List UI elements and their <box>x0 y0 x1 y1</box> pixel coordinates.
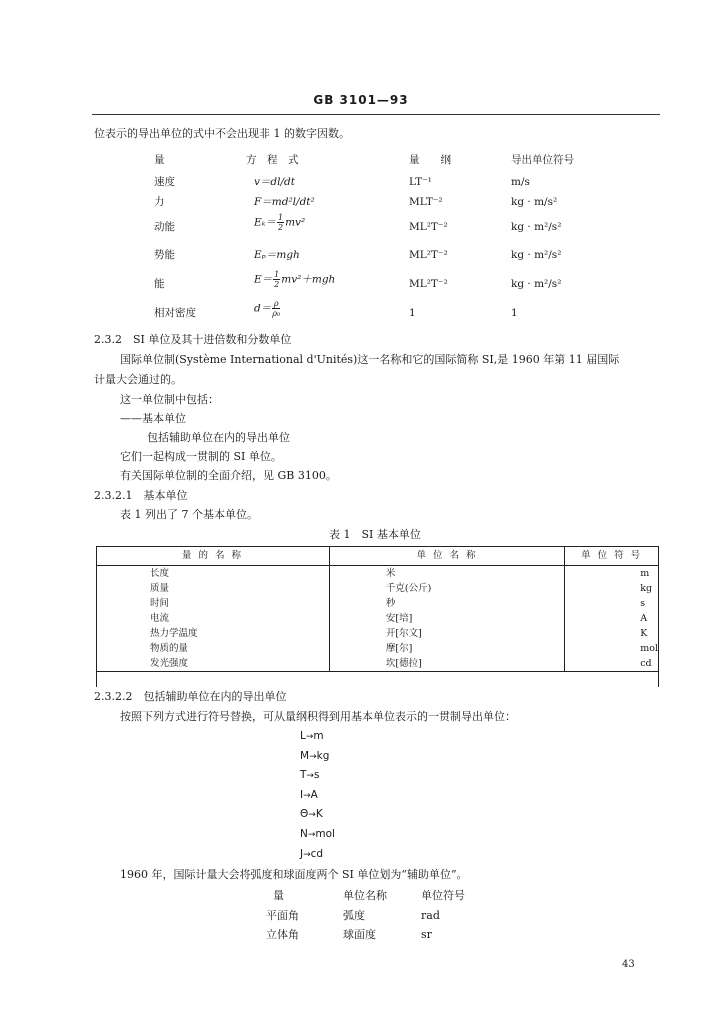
equation-lhs: E＝ <box>254 273 273 286</box>
table-cell-quantity: 时间 <box>150 597 170 609</box>
table-cell-unit-symbol: m <box>565 566 658 582</box>
formula-row-unit: kg · m²/s² <box>511 249 562 261</box>
symbol-mapping <box>300 848 323 861</box>
dimension-symbol: M <box>300 750 310 762</box>
symbol-mapping <box>300 730 324 743</box>
supp-cell-quantity: 平面角 <box>266 909 299 922</box>
formula-table-header-quantity: 量 <box>154 154 165 166</box>
arrow-right-icon: → <box>306 771 314 781</box>
dimension-symbol: L <box>300 730 306 742</box>
symbol-mapping <box>300 789 318 802</box>
formula-row-quantity: 速度 <box>154 176 175 188</box>
formula-row-unit: kg · m/s² <box>511 196 558 208</box>
dimension-symbol: Θ <box>300 808 309 820</box>
paragraph: 按照下列方式进行符号替换，可从量纲积得到用基本单位表示的一贯制导出单位： <box>120 710 516 723</box>
table-cell-unit-name: 安[培] <box>329 611 564 626</box>
supp-cell-unit-name: 球面度 <box>343 928 376 941</box>
symbol-mapping <box>300 750 329 763</box>
formula-row-unit: kg · m²/s² <box>511 221 562 233</box>
arrow-right-icon: → <box>303 791 311 801</box>
arrow-right-icon: → <box>308 810 316 820</box>
arrow-right-icon: → <box>307 830 316 840</box>
symbol-mapping <box>300 828 335 841</box>
supp-header-unit-symbol: 单位符号 <box>421 889 465 902</box>
column-header-quantity: 量 的 名 称 <box>96 547 329 566</box>
table-header-row <box>96 547 658 566</box>
arrow-right-icon: → <box>305 732 314 742</box>
supp-cell-unit-name: 弧度 <box>343 909 365 922</box>
paragraph: 这一单位制中包括： <box>120 393 219 406</box>
table-cell-unit-name: 千克(公斤) <box>329 581 564 596</box>
table-row <box>96 596 658 611</box>
dimension-symbol: N <box>300 828 308 840</box>
formula-row-equation <box>254 213 305 232</box>
unit-symbol: K <box>315 808 323 820</box>
table-cell-unit-symbol: kg <box>565 581 658 596</box>
formula-row-dimension: ML²T⁻² <box>409 278 448 290</box>
table-cell-quantity: 发光强度 <box>96 656 329 672</box>
dimension-symbol: T <box>300 769 307 781</box>
fraction-numerator: 1 <box>274 270 280 279</box>
table-right-border <box>658 546 659 687</box>
dimension-symbol: I <box>300 789 304 801</box>
table-title: 表 1 SI 基本单位 <box>329 528 421 541</box>
fraction <box>277 213 284 232</box>
arrow-right-icon: → <box>303 850 311 860</box>
section-heading-2-3-2-2: 2.3.2.2 包括辅助单位在内的导出单位 <box>94 690 287 703</box>
dimension-symbol: J <box>300 848 304 860</box>
list-item: 包括辅助单位在内的导出单位 <box>147 431 290 444</box>
table-cell-unit-name: 开[尔文] <box>329 626 564 641</box>
supp-cell-quantity: 立体角 <box>266 928 299 941</box>
list-item: ——基本单位 <box>120 412 186 425</box>
formula-row-equation <box>254 270 335 289</box>
arrow-right-icon: → <box>309 752 317 762</box>
formula-row-dimension: LT⁻¹ <box>409 176 432 188</box>
table-cell-unit-name: 秒 <box>329 596 564 611</box>
fraction-denominator: 2 <box>274 280 280 289</box>
equation-rhs: mv² <box>285 216 306 229</box>
unit-symbol: mol <box>315 828 335 840</box>
formula-row-equation: v＝dl/dt <box>254 176 295 188</box>
fraction-denominator: 2 <box>278 223 284 232</box>
table-cell-quantity: 热力学温度 <box>150 627 198 639</box>
fraction-numerator: 1 <box>278 213 284 222</box>
formula-row-equation <box>254 299 281 318</box>
supp-cell-unit-symbol: sr <box>421 928 432 941</box>
paragraph: 1960 年，国际计量大会将弧度和球面度两个 SI 单位划为“辅助单位”。 <box>120 868 468 881</box>
paragraph: 表 1 列出了 7 个基本单位。 <box>120 508 258 521</box>
paragraph: 它们一起构成一贯制的 SI 单位。 <box>120 450 282 463</box>
unit-symbol: kg <box>316 750 330 762</box>
table-cell-unit-symbol: s <box>565 596 658 611</box>
fraction-numerator: ρ <box>273 299 279 308</box>
formula-row-unit: 1 <box>511 307 518 319</box>
table-cell-unit-symbol: K <box>565 626 658 641</box>
formula-table-header-dimension: 量 纲 <box>409 154 451 166</box>
table-cell-quantity: 质量 <box>150 582 170 594</box>
supp-header-quantity: 量 <box>273 889 284 902</box>
section-heading-2-3-2: 2.3.2 SI 单位及其十进倍数和分数单位 <box>94 333 292 346</box>
unit-symbol: cd <box>310 848 324 860</box>
formula-row-quantity: 能 <box>154 278 165 290</box>
formula-row-equation: F＝md²l/dt² <box>254 196 315 208</box>
table-row <box>96 611 658 626</box>
paragraph: 计量大会通过的。 <box>94 373 182 386</box>
table-row <box>96 626 658 641</box>
table-cell-unit-symbol: cd <box>565 656 658 672</box>
formula-row-unit: kg · m²/s² <box>511 278 562 290</box>
formula-table-header-unit: 导出单位符号 <box>511 154 574 166</box>
symbol-mapping <box>300 808 323 821</box>
equation-lhs: d＝ <box>254 302 272 315</box>
table-cell-unit-name: 摩[尔] <box>329 641 564 656</box>
formula-row-dimension: ML²T⁻² <box>409 221 448 233</box>
table-row <box>96 566 658 582</box>
table-cell-quantity: 长度 <box>150 567 170 579</box>
fraction-denominator: ρ₀ <box>272 309 281 318</box>
formula-row-unit: m/s <box>511 176 530 188</box>
section-heading-2-3-2-1: 2.3.2.1 基本单位 <box>94 489 188 502</box>
formula-row-quantity: 势能 <box>154 249 175 261</box>
intro-line: 位表示的导出单位的式中不会出现非 1 的数字因数。 <box>94 127 350 140</box>
table-left-border <box>96 546 97 687</box>
formula-row-quantity: 动能 <box>154 221 175 233</box>
unit-symbol: s <box>313 769 320 781</box>
formula-row-equation: Eₚ＝mgh <box>254 249 300 261</box>
table-cell-unit-symbol: A <box>565 611 658 626</box>
equation-rhs: mv²＋mgh <box>281 273 336 286</box>
symbol-mapping <box>300 769 319 782</box>
supp-header-unit-name: 单位名称 <box>343 889 387 902</box>
standard-code-header: GB 3101—93 <box>313 93 409 107</box>
paragraph: 有关国际单位制的全面介绍，见 GB 3100。 <box>120 469 337 482</box>
table-cell-unit-symbol: mol <box>565 641 658 656</box>
formula-row-dimension: MLT⁻² <box>409 196 443 208</box>
table-cell-quantity: 电流 <box>150 612 170 624</box>
column-header-unit-name: 单 位 名 称 <box>329 547 564 566</box>
table-cell-unit-name: 坎[德拉] <box>329 656 564 672</box>
si-base-units-table <box>96 546 658 672</box>
table-row <box>96 581 658 596</box>
table-row <box>96 641 658 656</box>
formula-row-quantity: 力 <box>154 196 165 208</box>
table-row <box>96 656 658 672</box>
table-cell-unit-name: 米 <box>329 566 564 582</box>
formula-row-quantity: 相对密度 <box>154 307 196 319</box>
fraction <box>273 270 280 289</box>
header-rule <box>92 114 660 115</box>
formula-row-dimension: 1 <box>409 307 416 319</box>
supp-cell-unit-symbol: rad <box>421 909 440 922</box>
formula-table-header-equation: 方 程 式 <box>246 154 299 166</box>
page-number: 43 <box>622 959 635 970</box>
table-cell-quantity: 物质的量 <box>150 642 189 654</box>
paragraph: 国际单位制(Système International d'Unités)这一名称和它的国际简称 SI,是 1960 年第 11 届国际 <box>120 353 620 366</box>
column-header-unit-symbol: 单 位 符 号 <box>565 547 658 566</box>
formula-row-dimension: ML²T⁻² <box>409 249 448 261</box>
fraction <box>272 299 280 318</box>
unit-symbol: A <box>310 789 318 801</box>
unit-symbol: m <box>313 730 324 742</box>
equation-lhs: Eₖ＝ <box>254 216 276 229</box>
